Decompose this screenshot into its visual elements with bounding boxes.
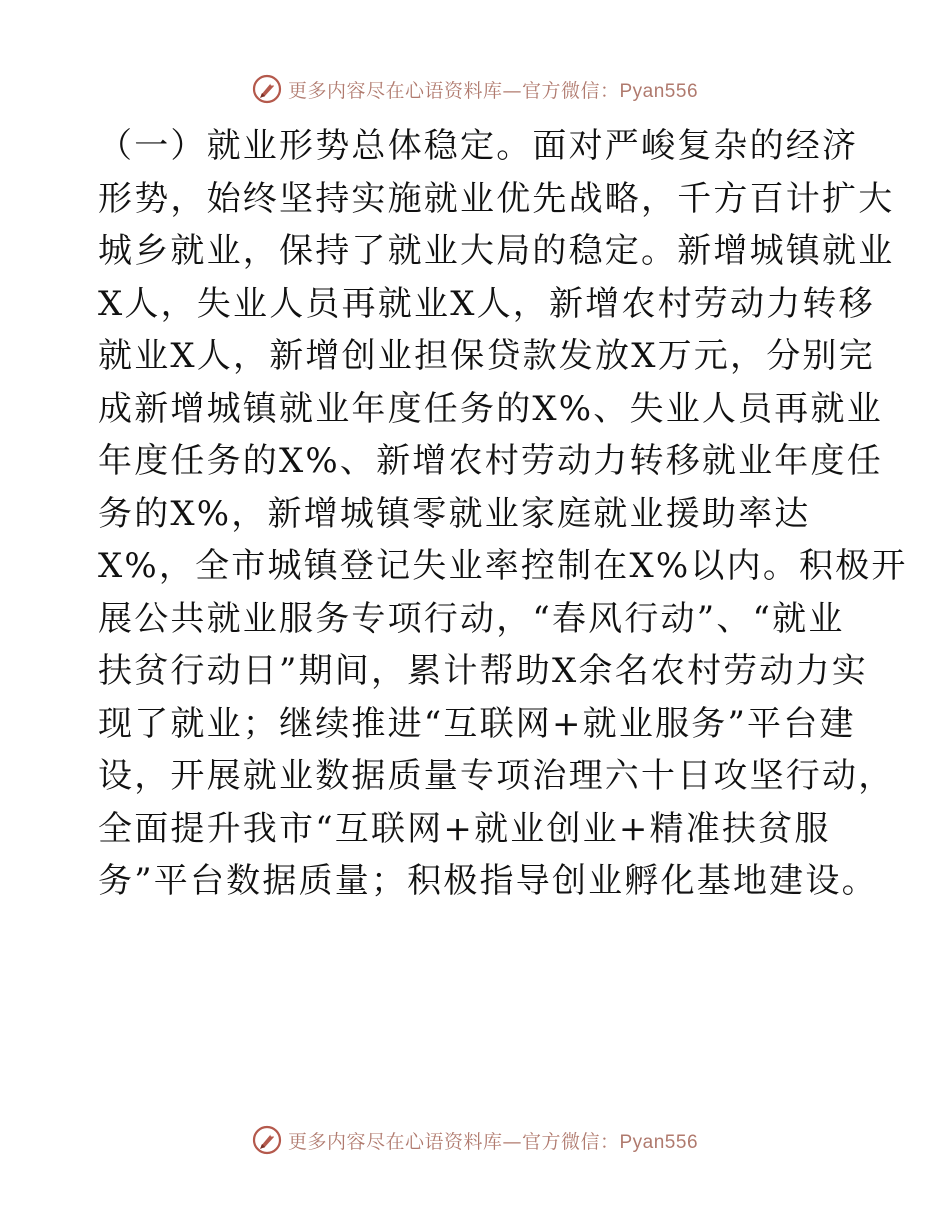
header-banner-label: 更多内容尽在心语资料库—官方微信： — [287, 79, 620, 102]
body-line: 现了就业；继续推进“互联网+就业服务”平台建 — [98, 703, 856, 744]
footer-banner-label: 更多内容尽在心语资料库—官方微信： — [287, 1130, 620, 1153]
body-line: 全面提升我市“互联网+就业创业+精准扶贫服 — [98, 808, 831, 849]
footer-wechat-id: Pyan556 — [619, 1131, 699, 1153]
body-line: 扶贫行动日”期间，累计帮助X余名农村劳动力实 — [98, 651, 868, 691]
footer-banner-text — [288, 1127, 698, 1154]
pen-nib-logo-icon — [252, 1125, 282, 1155]
body-line: 城乡就业，保持了就业大局的稳定。新增城镇就业 — [98, 231, 895, 271]
body-line: 就业X人，新增创业担保贷款发放X万元，分别完 — [98, 336, 875, 376]
body-line: 年度任务的X%、新增农村劳动力转移就业年度任 — [98, 441, 883, 481]
body-line: 务”平台数据质量；积极指导创业孵化基地建设。 — [98, 861, 878, 901]
document-body — [98, 120, 908, 908]
body-line: （一）就业形势总体稳定。面对严峻复杂的经济 — [98, 126, 859, 166]
body-line: 成新增城镇就业年度任务的X%、失业人员再就业 — [98, 388, 883, 429]
footer-banner — [0, 1123, 950, 1157]
body-line: 务的X%，新增城镇零就业家庭就业援助率达 — [98, 493, 811, 534]
body-line: 设，开展就业数据质量专项治理六十日攻坚行动， — [98, 756, 895, 796]
body-line: X人，失业人员再就业X人，新增农村劳动力转移 — [98, 283, 875, 324]
body-line: 展公共就业服务专项行动，“春风行动”、“就业 — [98, 598, 845, 639]
body-line: 形势，始终坚持实施就业优先战略，千方百计扩大 — [98, 178, 895, 219]
header-banner — [0, 72, 950, 106]
body-line: X%，全市城镇登记失业率控制在X%以内。积极开 — [98, 546, 908, 586]
header-wechat-id: Pyan556 — [619, 80, 699, 102]
header-banner-text — [288, 76, 698, 103]
pen-nib-logo-icon — [252, 74, 282, 104]
